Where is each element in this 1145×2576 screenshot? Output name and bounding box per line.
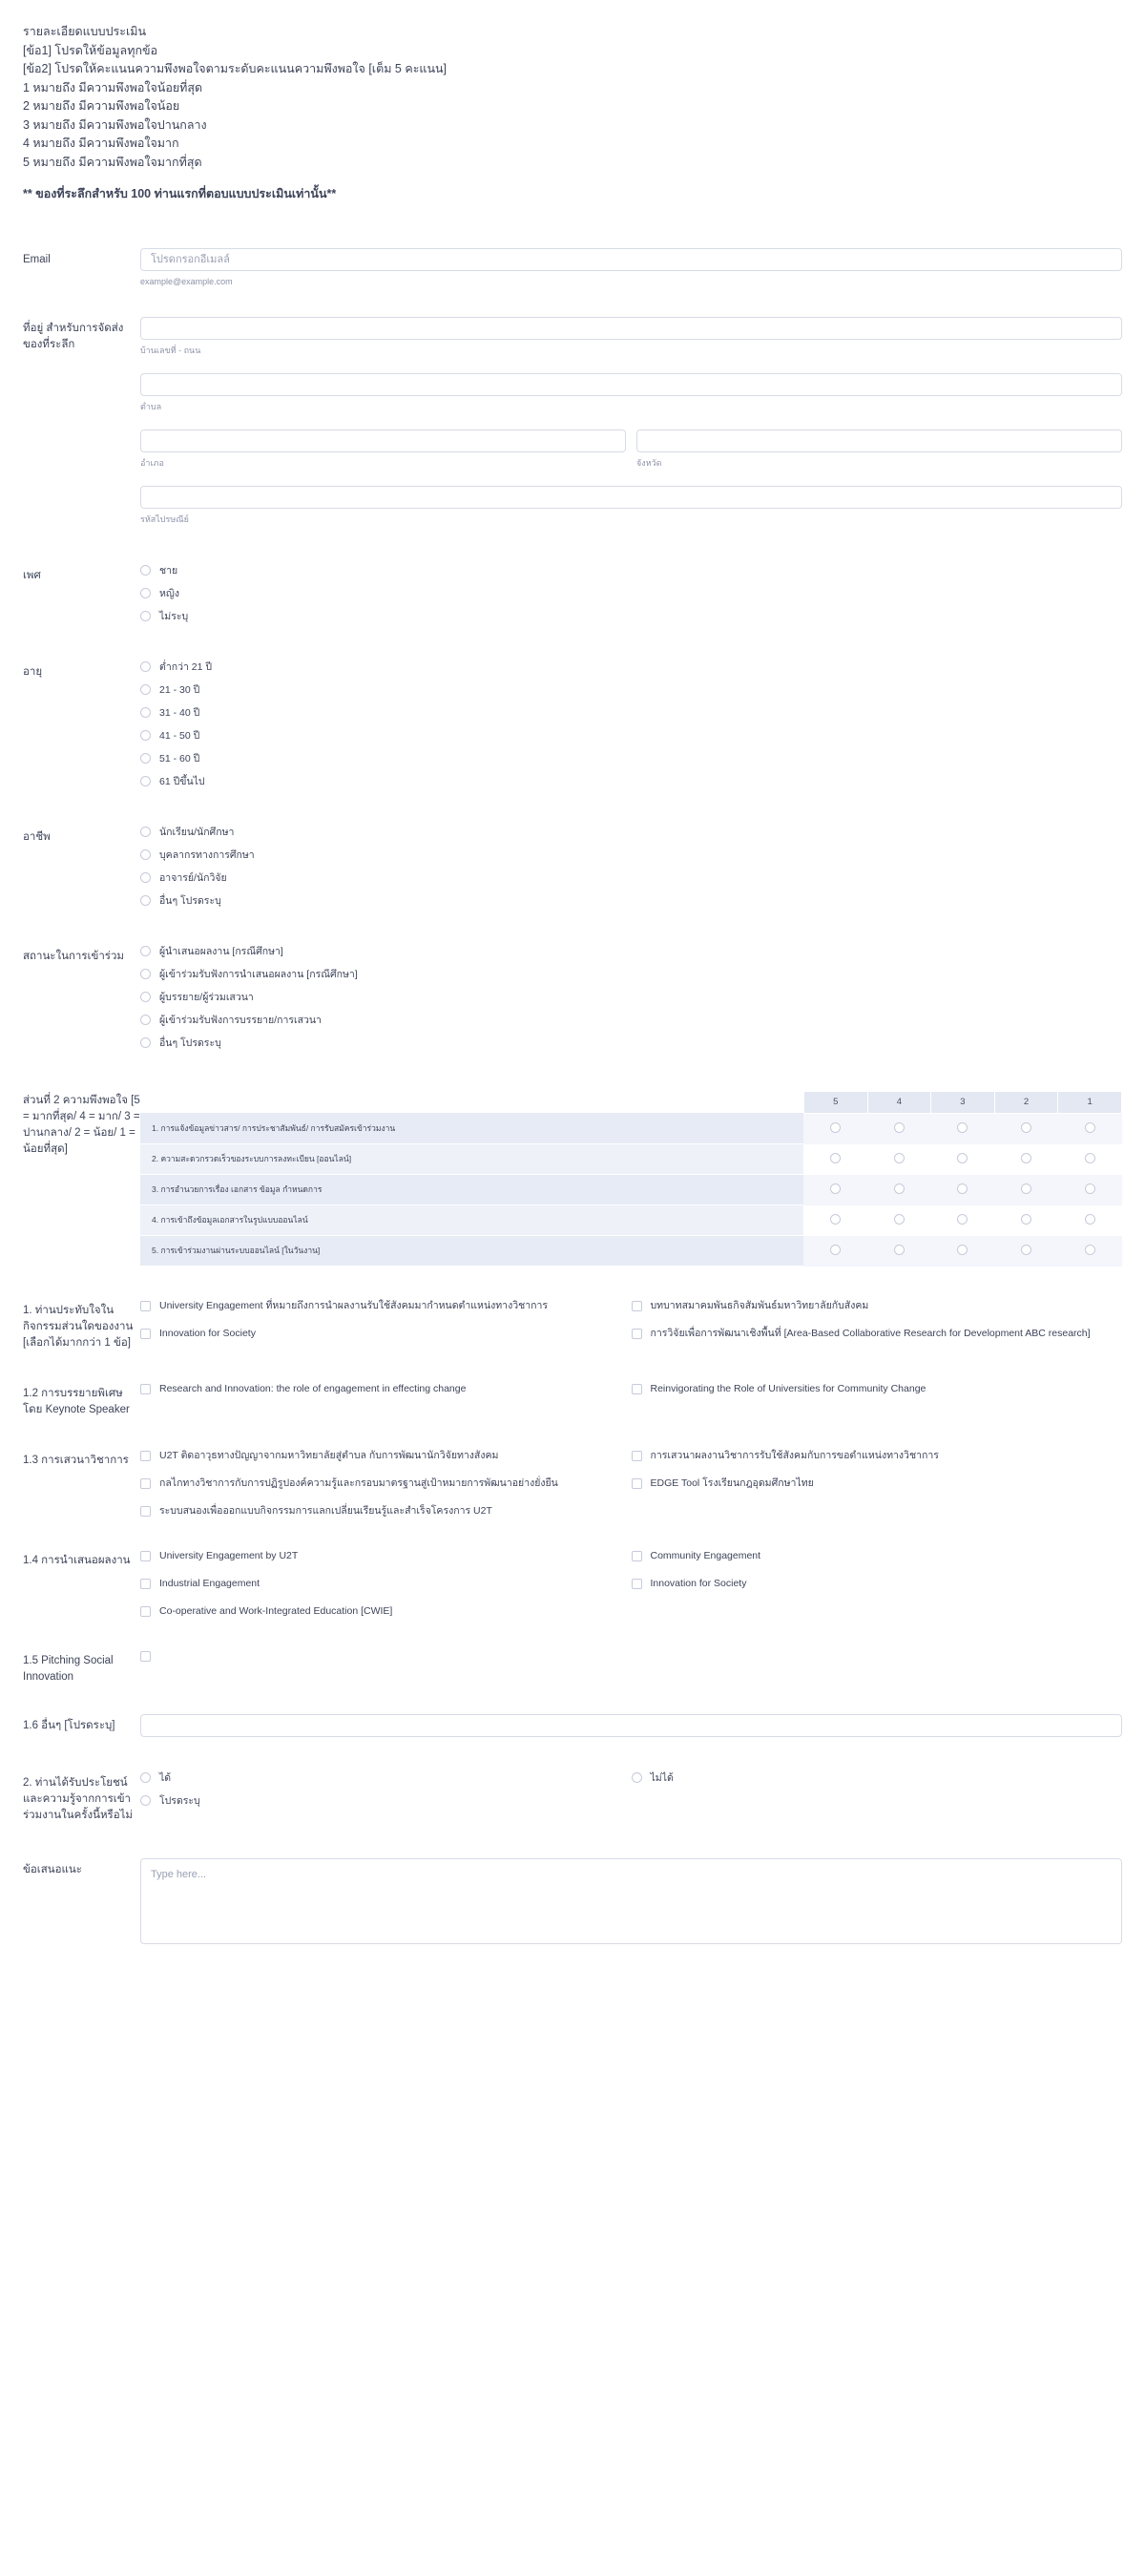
- age-option-label: 51 - 60 ปี: [159, 752, 200, 764]
- matrix-corner-cell: [140, 1091, 803, 1113]
- occupation-option-label: นักเรียน/นักศึกษา: [159, 826, 235, 838]
- radio-icon[interactable]: [140, 1015, 151, 1025]
- q1-option[interactable]: [632, 1299, 1106, 1313]
- age-option-label: 61 ปีขึ้นไป: [159, 775, 205, 787]
- q2-right-column: [632, 1771, 1123, 1809]
- matrix-row: [140, 1175, 1122, 1205]
- matrix-row: [140, 1236, 1122, 1267]
- q12-option[interactable]: [140, 1382, 614, 1396]
- q13-label: 1.3 การเสวนาวิชาการ: [23, 1455, 129, 1466]
- checkbox-icon[interactable]: [140, 1478, 151, 1489]
- radio-icon[interactable]: [894, 1245, 905, 1255]
- matrix-cell[interactable]: [867, 1236, 931, 1267]
- age-options: [140, 660, 1122, 789]
- intro-spacer: [23, 172, 1145, 185]
- matrix-row-label: 1. การแจ้งข้อมูลข่าวสาร/ การประชาสัมพันธ์/ การรับสมัครเข้าร่วมงาน: [140, 1113, 803, 1144]
- address-district-hint: อำเภอ: [140, 457, 164, 468]
- radio-icon[interactable]: [1021, 1245, 1031, 1255]
- address-province-wrap: [636, 429, 1122, 470]
- radio-icon[interactable]: [1085, 1183, 1095, 1194]
- radio-icon[interactable]: [632, 1772, 642, 1783]
- q13-option[interactable]: [140, 1504, 614, 1518]
- matrix-cell[interactable]: [803, 1236, 867, 1267]
- matrix-cell[interactable]: [931, 1144, 995, 1175]
- q16-field-wrap: [140, 1714, 1122, 1737]
- satisfaction-matrix-wrap: [140, 1091, 1122, 1267]
- q2-option[interactable]: [632, 1771, 1106, 1786]
- suggestion-textarea[interactable]: [140, 1858, 1122, 1944]
- age-option[interactable]: [140, 775, 1122, 789]
- intro-line-1: [ข้อ1] โปรดให้ข้อมูลทุกข้อ: [23, 43, 158, 57]
- matrix-cell[interactable]: [867, 1144, 931, 1175]
- matrix-row: [140, 1205, 1122, 1236]
- q16-label: 1.6 อื่นๆ [โปรดระบุ]: [23, 1720, 115, 1731]
- gender-option-label: ไม่ระบุ: [159, 610, 189, 622]
- address-street-hint: บ้านเลขที่ - ถนน: [140, 345, 201, 355]
- radio-icon[interactable]: [894, 1214, 905, 1225]
- radio-icon[interactable]: [140, 849, 151, 860]
- q14-option-label: Co-operative and Work-Integrated Education [CWIE]: [159, 1605, 393, 1617]
- radio-icon[interactable]: [140, 611, 151, 621]
- q12-right-column: [632, 1382, 1123, 1396]
- matrix-row-label: 3. การอำนวยการเรื่อง เอกสาร ข้อมูล กำหนดการ: [140, 1175, 803, 1205]
- q15-right-column: [632, 1649, 1123, 1662]
- radio-icon[interactable]: [830, 1183, 841, 1194]
- radio-icon[interactable]: [140, 753, 151, 764]
- q14-options: [140, 1549, 1122, 1619]
- row-q15: [23, 1649, 1122, 1686]
- address-subdistrict-block: [140, 373, 1122, 413]
- checkbox-icon[interactable]: [140, 1384, 151, 1394]
- q2-option-label: โปรดระบุ: [159, 1795, 200, 1807]
- radio-icon[interactable]: [957, 1245, 968, 1255]
- address-postcode-block: [140, 486, 1122, 526]
- address-street-input[interactable]: [140, 317, 1122, 340]
- address-province-hint: จังหวัด: [636, 457, 662, 468]
- intro-line-3: 1 หมายถึง มีความพึงพอใจน้อยที่สุด: [23, 80, 203, 94]
- radio-icon[interactable]: [1085, 1122, 1095, 1133]
- address-subdistrict-input[interactable]: [140, 373, 1122, 396]
- checkbox-icon[interactable]: [140, 1301, 151, 1311]
- occupation-label: อาชีพ: [23, 830, 51, 843]
- address-field-wrap: [140, 317, 1122, 526]
- participation-option[interactable]: [140, 968, 1122, 982]
- checkbox-icon[interactable]: [632, 1384, 642, 1394]
- q12-label: 1.2 การบรรยายพิเศษ โดย Keynote Speaker: [23, 1388, 130, 1415]
- occupation-option-label: บุคลากรทางการศึกษา: [159, 848, 255, 861]
- checkbox-icon[interactable]: [632, 1451, 642, 1461]
- q13-left-column: [140, 1449, 632, 1518]
- row-address: [23, 317, 1122, 526]
- matrix-cell[interactable]: [931, 1175, 995, 1205]
- q14-option[interactable]: [632, 1549, 1106, 1563]
- radio-icon[interactable]: [1085, 1153, 1095, 1163]
- q2-option-label: ไม่ได้: [650, 1772, 674, 1784]
- radio-icon[interactable]: [140, 588, 151, 598]
- age-option[interactable]: [140, 683, 1122, 698]
- matrix-row: [140, 1113, 1122, 1144]
- q14-option-label: Community Engagement: [650, 1550, 761, 1561]
- q2-label: 2. ท่านได้รับประโยชน์และความรู้จากการเข้าร่วมงานในครั้งนี้หรือไม่: [23, 1777, 133, 1821]
- satisfaction-matrix: [140, 1091, 1122, 1267]
- matrix-scale-header: 3: [931, 1091, 995, 1113]
- row-age: [23, 660, 1122, 789]
- row-satisfaction: [23, 1091, 1122, 1267]
- occupation-option[interactable]: [140, 871, 1122, 886]
- intro-note: ** ของที่ระลึกสำหรับ 100 ท่านแรกที่ตอบแบบประเมินเท่านั้น**: [23, 187, 337, 200]
- email-label: Email: [23, 253, 51, 265]
- radio-icon[interactable]: [1021, 1153, 1031, 1163]
- email-hint: example@example.com: [140, 276, 233, 286]
- q2-left-column: [140, 1771, 632, 1809]
- q12-left-column: [140, 1382, 632, 1396]
- matrix-cell[interactable]: [867, 1175, 931, 1205]
- matrix-cell[interactable]: [931, 1236, 995, 1267]
- radio-icon[interactable]: [140, 1795, 151, 1806]
- q14-left-column: [140, 1549, 632, 1619]
- matrix-scale-header: 5: [803, 1091, 867, 1113]
- occupation-option[interactable]: [140, 848, 1122, 863]
- radio-icon[interactable]: [140, 1772, 151, 1783]
- radio-icon[interactable]: [140, 730, 151, 741]
- q1-option[interactable]: [632, 1327, 1106, 1341]
- q12-option[interactable]: [632, 1382, 1106, 1396]
- radio-icon[interactable]: [140, 661, 151, 672]
- q2-option[interactable]: [140, 1771, 614, 1786]
- radio-icon[interactable]: [957, 1183, 968, 1194]
- email-input[interactable]: [140, 248, 1122, 271]
- matrix-row: [140, 1144, 1122, 1175]
- occupation-option-label: อื่นๆ โปรดระบุ: [159, 894, 221, 907]
- q14-label: 1.4 การนำเสนอผลงาน: [23, 1555, 131, 1566]
- participation-option-label: ผู้นำเสนอผลงาน [กรณีศึกษา]: [159, 945, 283, 957]
- q15-option[interactable]: [140, 1649, 614, 1662]
- occupation-option[interactable]: [140, 894, 1122, 909]
- radio-icon[interactable]: [957, 1214, 968, 1225]
- email-field-wrap: [140, 248, 1122, 288]
- row-q13: [23, 1449, 1122, 1518]
- participation-option[interactable]: [140, 991, 1122, 1005]
- age-option-label: 21 - 30 ปี: [159, 683, 200, 696]
- row-occupation: [23, 826, 1122, 909]
- matrix-cell[interactable]: [1058, 1175, 1122, 1205]
- radio-icon[interactable]: [894, 1183, 905, 1194]
- matrix-cell[interactable]: [931, 1205, 995, 1236]
- matrix-cell[interactable]: [1058, 1205, 1122, 1236]
- q1-options: [140, 1299, 1122, 1341]
- checkbox-icon[interactable]: [632, 1329, 642, 1339]
- q13-option-label: EDGE Tool โรงเรียนกฎอุดมศึกษาไทย: [650, 1477, 814, 1489]
- gender-option-label: ชาย: [159, 564, 178, 576]
- matrix-cell[interactable]: [803, 1175, 867, 1205]
- q2-options: [140, 1771, 1122, 1809]
- satisfaction-label: ส่วนที่ 2 ความพึงพอใจ [5 = มากที่สุด/ 4 = มาก/ 3 = ปานกลาง/ 2 = น้อย/ 1 = น้อยที่สุด]: [23, 1094, 140, 1155]
- radio-icon[interactable]: [830, 1245, 841, 1255]
- intro-line-5: 3 หมายถึง มีความพึงพอใจปานกลาง: [23, 117, 207, 132]
- radio-icon[interactable]: [1085, 1245, 1095, 1255]
- suggestion-field-wrap: [140, 1858, 1122, 1944]
- address-district-province-block: [140, 429, 1122, 470]
- radio-icon[interactable]: [830, 1122, 841, 1133]
- matrix-cell[interactable]: [1058, 1236, 1122, 1267]
- q1-option[interactable]: [140, 1327, 614, 1341]
- q14-option-label: Innovation for Society: [650, 1578, 747, 1589]
- radio-icon[interactable]: [140, 992, 151, 1002]
- row-suggestion: [23, 1858, 1122, 1944]
- q13-option-label: การเสวนาผลงานวิชาการรับใช้สังคมกับการขอตำแหน่งทางวิชาการ: [650, 1450, 939, 1461]
- participation-options: [140, 945, 1122, 1051]
- participation-label: สถานะในการเข้าร่วม: [23, 950, 125, 962]
- row-gender: [23, 564, 1122, 624]
- checkbox-icon[interactable]: [140, 1579, 151, 1589]
- q13-options: [140, 1449, 1122, 1518]
- q1-label: 1. ท่านประทับใจในกิจกรรมส่วนใดของงาน [เลือกได้มากกว่า 1 ข้อ]: [23, 1305, 134, 1349]
- radio-icon[interactable]: [140, 969, 151, 979]
- age-option[interactable]: [140, 660, 1122, 675]
- q12-option-label: Research and Innovation: the role of engagement in effecting change: [159, 1383, 467, 1394]
- q15-label: 1.5 Pitching Social Innovation: [23, 1655, 114, 1683]
- radio-icon[interactable]: [140, 1037, 151, 1048]
- radio-icon[interactable]: [957, 1153, 968, 1163]
- radio-icon[interactable]: [140, 946, 151, 956]
- q13-option[interactable]: [140, 1449, 614, 1463]
- age-option[interactable]: [140, 729, 1122, 743]
- matrix-row-label: 5. การเข้าร่วมงานผ่านระบบออนไลน์ [ในวันงาน]: [140, 1236, 803, 1267]
- q16-input[interactable]: [140, 1714, 1122, 1737]
- row-participation: [23, 945, 1122, 1051]
- q13-right-column: [632, 1449, 1123, 1518]
- q1-option-label: University Engagement ที่หมายถึงการนำผลงานรับใช้สังคมมากำหนดตำแหน่งทางวิชาการ: [159, 1300, 549, 1311]
- checkbox-icon[interactable]: [632, 1551, 642, 1561]
- q13-option[interactable]: [140, 1476, 614, 1491]
- matrix-cell[interactable]: [931, 1113, 995, 1144]
- radio-icon[interactable]: [140, 895, 151, 906]
- matrix-cell[interactable]: [803, 1144, 867, 1175]
- address-label: ที่อยู่ สำหรับการจัดส่งของที่ระลึก: [23, 322, 124, 350]
- gender-options: [140, 564, 1122, 624]
- matrix-cell[interactable]: [1058, 1113, 1122, 1144]
- age-option-label: 31 - 40 ปี: [159, 706, 200, 719]
- participation-option-label: อื่นๆ โปรดระบุ: [159, 1037, 221, 1049]
- radio-icon[interactable]: [830, 1153, 841, 1163]
- matrix-header-row: [140, 1091, 1122, 1113]
- checkbox-icon[interactable]: [632, 1478, 642, 1489]
- matrix-row-label: 2. ความสะดวกรวดเร็วของระบบการลงทะเบียน [ออนไลน์]: [140, 1144, 803, 1175]
- matrix-cell[interactable]: [803, 1205, 867, 1236]
- row-q2: [23, 1771, 1122, 1824]
- radio-icon[interactable]: [140, 707, 151, 718]
- radio-icon[interactable]: [140, 872, 151, 883]
- gender-option[interactable]: [140, 564, 1122, 578]
- q1-option-label: บทบาทสมาคมพันธกิจสัมพันธ์มหาวิทยาลัยกับสังคม: [650, 1300, 869, 1311]
- q14-option[interactable]: [140, 1604, 614, 1619]
- gender-option-label: หญิง: [159, 587, 179, 599]
- checkbox-icon[interactable]: [632, 1301, 642, 1311]
- matrix-cell[interactable]: [1058, 1144, 1122, 1175]
- q14-option[interactable]: [140, 1549, 614, 1563]
- q14-option[interactable]: [632, 1577, 1106, 1591]
- occupation-options: [140, 826, 1122, 909]
- radio-icon[interactable]: [140, 827, 151, 837]
- intro-line-4: 2 หมายถึง มีความพึงพอใจน้อย: [23, 99, 180, 113]
- q1-option-label: Innovation for Society: [159, 1328, 256, 1339]
- q1-left-column: [140, 1299, 632, 1341]
- q1-option[interactable]: [140, 1299, 614, 1313]
- matrix-row-label: 4. การเข้าถึงข้อมูลเอกสารในรูปแบบออนไลน์: [140, 1205, 803, 1236]
- intro-line-2: [ข้อ2] โปรดให้คะแนนความพึงพอใจตามระดับคะแนนความพึงพอใจ [เต็ม 5 คะแนน]: [23, 62, 448, 75]
- intro-line-0: รายละเอียดแบบประเมิน: [23, 25, 146, 38]
- radio-icon[interactable]: [1021, 1122, 1031, 1133]
- participation-option-label: ผู้เข้าร่วมรับฟังการบรรยาย/การเสวนา: [159, 1014, 322, 1026]
- age-option-label: 41 - 50 ปี: [159, 729, 200, 742]
- participation-option[interactable]: [140, 945, 1122, 959]
- radio-icon[interactable]: [894, 1153, 905, 1163]
- radio-icon[interactable]: [894, 1122, 905, 1133]
- address-postcode-input[interactable]: [140, 486, 1122, 509]
- radio-icon[interactable]: [1021, 1183, 1031, 1194]
- row-q1: [23, 1299, 1122, 1351]
- q12-option-label: Reinvigorating the Role of Universities for Community Change: [650, 1383, 926, 1394]
- address-street-block: [140, 317, 1122, 357]
- gender-option[interactable]: [140, 610, 1122, 624]
- q1-right-column: [632, 1299, 1123, 1341]
- intro-block: [0, 0, 1145, 204]
- q13-option-label: กลไกทางวิชาการกับการปฏิรูปองค์ความรู้และกรอบมาตรฐานสู่เป้าหมายการพัฒนาอย่างยั่งยืน: [159, 1477, 558, 1489]
- participation-option-label: ผู้บรรยาย/ผู้ร่วมเสวนา: [159, 991, 254, 1003]
- q13-option[interactable]: [632, 1476, 1106, 1491]
- q13-option-label: U2T ติดอาวุธทางปัญญาจากมหาวิทยาลัยสู่ตำบล กับการพัฒนานักวิจัยทางสังคม: [159, 1450, 499, 1461]
- address-subdistrict-hint: ตำบล: [140, 401, 162, 411]
- suggestion-label: ข้อเสนอแนะ: [23, 1864, 82, 1875]
- address-province-input[interactable]: [636, 429, 1122, 452]
- matrix-cell[interactable]: [867, 1113, 931, 1144]
- occupation-option-label: อาจารย์/นักวิจัย: [159, 871, 227, 884]
- age-option-label: ต่ำกว่า 21 ปี: [159, 660, 213, 673]
- q2-option[interactable]: [140, 1794, 614, 1809]
- radio-icon[interactable]: [830, 1214, 841, 1225]
- q2-option-label: ได้: [159, 1772, 172, 1784]
- checkbox-icon[interactable]: [140, 1506, 151, 1517]
- gender-option[interactable]: [140, 587, 1122, 601]
- q15-left-column: [140, 1649, 632, 1662]
- radio-icon[interactable]: [957, 1122, 968, 1133]
- address-postcode-hint: รหัสไปรษณีย์: [140, 513, 189, 524]
- radio-icon[interactable]: [140, 565, 151, 576]
- q14-option[interactable]: [140, 1577, 614, 1591]
- matrix-cell[interactable]: [867, 1205, 931, 1236]
- matrix-cell[interactable]: [994, 1113, 1058, 1144]
- row-q14: [23, 1549, 1122, 1619]
- q13-option[interactable]: [632, 1449, 1106, 1463]
- checkbox-icon[interactable]: [140, 1329, 151, 1339]
- checkbox-icon[interactable]: [140, 1551, 151, 1561]
- age-option[interactable]: [140, 752, 1122, 766]
- q14-right-column: [632, 1549, 1123, 1619]
- matrix-scale-header: 1: [1058, 1091, 1122, 1113]
- checkbox-icon[interactable]: [140, 1651, 151, 1662]
- age-option[interactable]: [140, 706, 1122, 721]
- checkbox-icon[interactable]: [140, 1606, 151, 1617]
- address-district-wrap: [140, 429, 626, 470]
- row-email: [23, 248, 1122, 288]
- matrix-cell[interactable]: [994, 1175, 1058, 1205]
- age-label: อายุ: [23, 665, 43, 678]
- radio-icon[interactable]: [1085, 1214, 1095, 1225]
- matrix-cell[interactable]: [994, 1236, 1058, 1267]
- radio-icon[interactable]: [140, 684, 151, 695]
- participation-option[interactable]: [140, 1014, 1122, 1028]
- form-body: [0, 248, 1145, 1945]
- address-district-input[interactable]: [140, 429, 626, 452]
- radio-icon[interactable]: [1021, 1214, 1031, 1225]
- participation-option[interactable]: [140, 1037, 1122, 1051]
- matrix-cell[interactable]: [994, 1144, 1058, 1175]
- checkbox-icon[interactable]: [140, 1451, 151, 1461]
- radio-icon[interactable]: [140, 776, 151, 786]
- intro-line-6: 4 หมายถึง มีความพึงพอใจมาก: [23, 136, 179, 150]
- matrix-cell[interactable]: [803, 1113, 867, 1144]
- q1-option-label: การวิจัยเพื่อการพัฒนาเชิงพื้นที่ [Area-Based Collaborative Research for Development ABC research]: [650, 1328, 1091, 1339]
- participation-option-label: ผู้เข้าร่วมรับฟังการนำเสนอผลงาน [กรณีศึกษา]: [159, 968, 358, 980]
- intro-line-7: 5 หมายถึง มีความพึงพอใจมากที่สุด: [23, 155, 202, 169]
- row-q12: [23, 1382, 1122, 1418]
- row-q16: [23, 1714, 1122, 1737]
- gender-label: เพศ: [23, 569, 41, 581]
- checkbox-icon[interactable]: [632, 1579, 642, 1589]
- occupation-option[interactable]: [140, 826, 1122, 840]
- q13-option-label: ระบบสนองเพื่อออกแบบกิจกรรมการแลกเปลี่ยนเรียนรู้และสำเร็จโครงการ U2T: [159, 1505, 492, 1517]
- matrix-scale-header: 2: [994, 1091, 1058, 1113]
- q14-option-label: Industrial Engagement: [159, 1578, 260, 1589]
- q14-option-label: University Engagement by U2T: [159, 1550, 299, 1561]
- matrix-cell[interactable]: [994, 1205, 1058, 1236]
- matrix-scale-header: 4: [867, 1091, 931, 1113]
- q15-options: [140, 1649, 1122, 1662]
- q12-options: [140, 1382, 1122, 1396]
